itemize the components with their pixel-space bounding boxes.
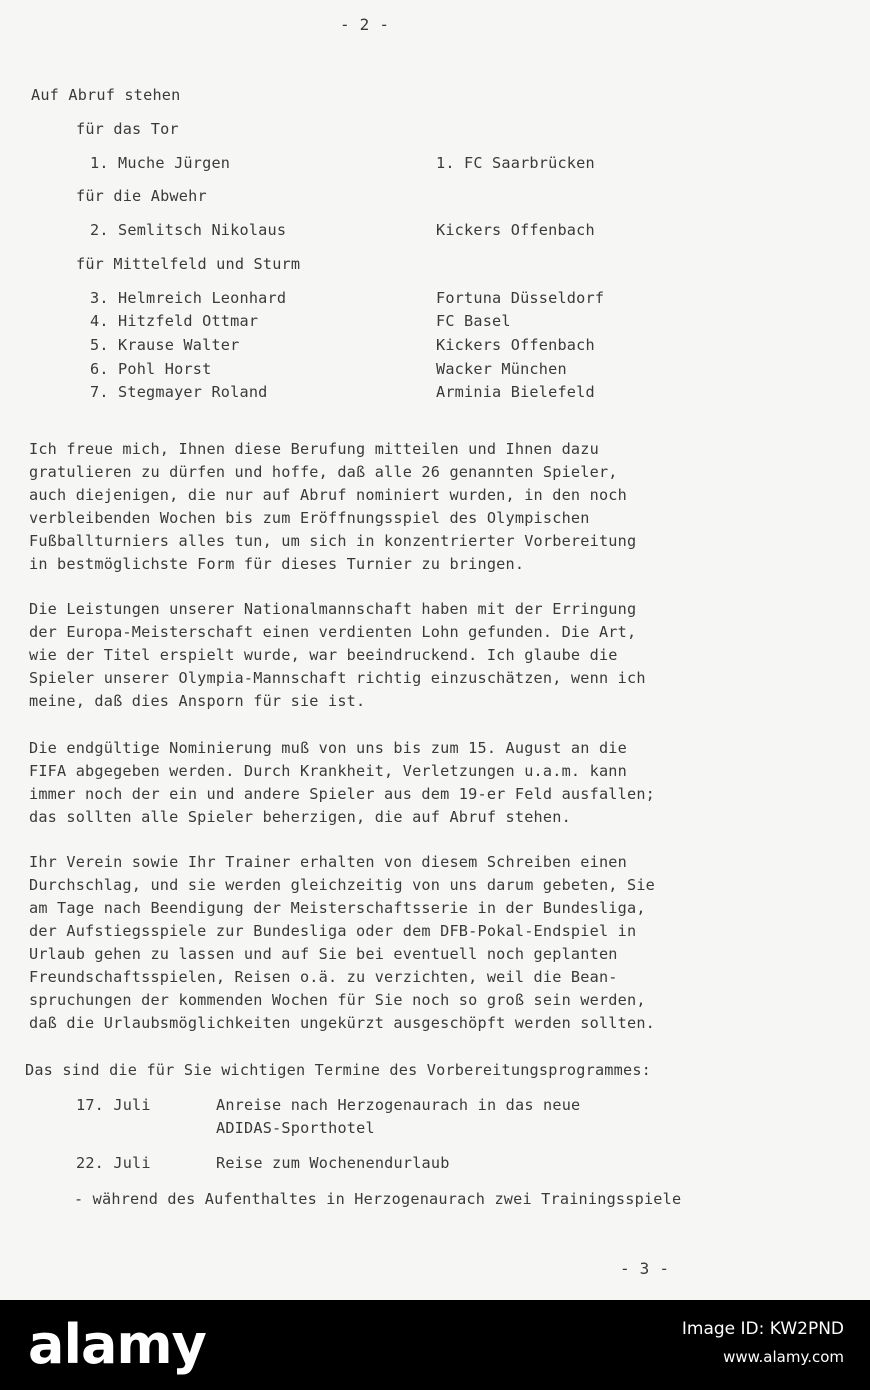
paragraph-line: in bestmöglichste Form für dieses Turnier zu bringen. [29, 555, 525, 573]
paragraph-line: Freundschaftsspielen, Reisen o.ä. zu verzichten, weil die Bean- [29, 968, 618, 986]
paragraph-line: immer noch der ein und andere Spieler aus dem 19-er Feld ausfallen; [29, 785, 656, 803]
paragraph-line: gratulieren zu dürfen und hoffe, daß alle 26 genannten Spieler, [29, 463, 618, 481]
midfield-label: für Mittelfeld und Sturm [76, 255, 301, 273]
paragraph-line: wie der Titel erspielt wurde, war beeindruckend. Ich glaube die [29, 646, 618, 664]
paragraph-line: Ihr Verein sowie Ihr Trainer erhalten von diesem Schreiben einen [29, 853, 627, 871]
player-club: Wacker München [436, 360, 567, 378]
paragraph-line: am Tage nach Beendigung der Meisterschaftsserie in der Bundesliga, [29, 899, 646, 917]
player-name: 4. Hitzfeld Ottmar [90, 312, 259, 330]
player-club: Fortuna Düsseldorf [436, 289, 605, 307]
image-id: Image ID: KW2PND [681, 1319, 844, 1339]
schedule-date: 22. Juli [76, 1154, 151, 1172]
schedule-date: 17. Juli [76, 1096, 151, 1114]
paragraph-line: Durchschlag, und sie werden gleichzeitig von uns darum gebeten, Sie [29, 876, 656, 894]
paragraph-line: Ich freue mich, Ihnen diese Berufung mitteilen und Ihnen dazu [29, 440, 599, 458]
paragraph-line: der Aufstiegsspiele zur Bundesliga oder dem DFB-Pokal-Endspiel in [29, 922, 637, 940]
schedule-text: Reise zum Wochenendurlaub [216, 1154, 450, 1172]
page-number: - 2 - [340, 15, 390, 34]
player-name: 1. Muche Jürgen [90, 154, 231, 172]
defense-label: für die Abwehr [76, 187, 207, 205]
paragraph-line: das sollten alle Spieler beherzigen, die auf Abruf stehen. [29, 808, 571, 826]
paragraph-line: Urlaub gehen zu lassen und auf Sie bei eventuell noch geplanten [29, 945, 618, 963]
paragraph-line: meine, daß dies Ansporn für sie ist. [29, 692, 366, 710]
player-club: Arminia Bielefeld [436, 383, 595, 401]
paragraph-line: Die Leistungen unserer Nationalmannschaft haben mit der Erringung [29, 600, 637, 618]
player-name: 3. Helmreich Leonhard [90, 289, 287, 307]
alamy-logo: alamy [28, 1313, 206, 1376]
watermark-info [682, 1318, 844, 1368]
player-name: 6. Pohl Horst [90, 360, 212, 378]
schedule-text: ADIDAS-Sporthotel [216, 1119, 375, 1137]
player-club: Kickers Offenbach [436, 336, 595, 354]
player-name: 2. Semlitsch Nikolaus [90, 221, 287, 239]
goal-label: für das Tor [76, 120, 179, 138]
paragraph-line: Die endgültige Nominierung muß von uns bis zum 15. August an die [29, 739, 627, 757]
paragraph-line: der Europa-Meisterschaft einen verdienten Lohn gefunden. Die Art, [29, 623, 637, 641]
schedule-note: - während des Aufenthaltes in Herzogenaurach zwei Trainingsspiele [74, 1190, 682, 1208]
paragraph-line: spruchungen der kommenden Wochen für Sie noch so groß sein werden, [29, 991, 646, 1009]
reserves-heading: Auf Abruf stehen [31, 86, 181, 104]
schedule-intro: Das sind die für Sie wichtigen Termine des Vorbereitungsprogrammes: [25, 1061, 652, 1079]
paragraph-line: Spieler unserer Olympia-Mannschaft richtig einzuschätzen, wenn ich [29, 669, 646, 687]
paragraph-line: verbleibenden Wochen bis zum Eröffnungsspiel des Olympischen [29, 509, 590, 527]
next-page-number: - 3 - [620, 1259, 670, 1278]
player-name: 7. Stegmayer Roland [90, 383, 268, 401]
player-club: Kickers Offenbach [436, 221, 595, 239]
paragraph-line: FIFA abgegeben werden. Durch Krankheit, Verletzungen u.a.m. kann [29, 762, 627, 780]
paragraph-line: daß die Urlaubsmöglichkeiten ungekürzt ausgeschöpft werden sollten. [29, 1014, 656, 1032]
player-name: 5. Krause Walter [90, 336, 240, 354]
watermark-url: www.alamy.com [723, 1348, 844, 1366]
paragraph-line: auch diejenigen, die nur auf Abruf nominiert wurden, in den noch [29, 486, 627, 504]
schedule-text: Anreise nach Herzogenaurach in das neue [216, 1096, 581, 1114]
paragraph-line: Fußballturniers alles tun, um sich in konzentrierter Vorbereitung [29, 532, 637, 550]
player-club: FC Basel [436, 312, 511, 330]
player-club: 1. FC Saarbrücken [436, 154, 595, 172]
